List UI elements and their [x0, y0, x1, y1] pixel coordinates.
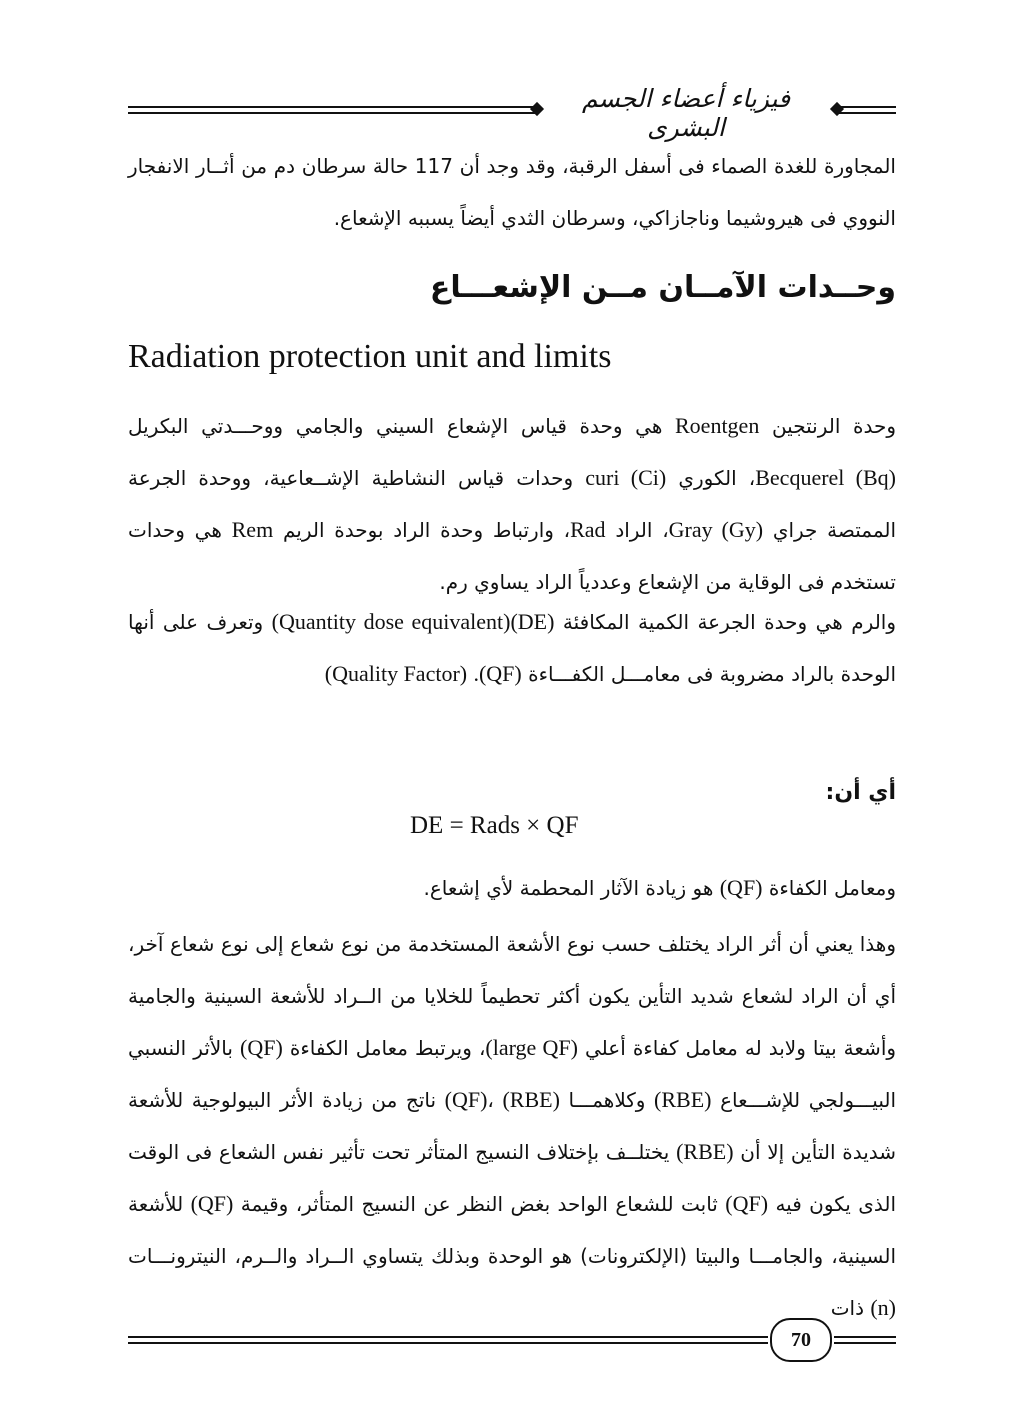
- term-large-qf: (large QF): [485, 1035, 578, 1060]
- text-run: هي وحدة قياس الإشعاع السيني والجامي ووحـــدتي البكريل: [128, 414, 663, 438]
- text-run: هو زيادة الآثار المحطمة لأي إشعاع.: [423, 876, 714, 900]
- text-run: والرم هي وحدة الجرعة الكمية المكافئة: [562, 610, 897, 634]
- paragraph-rbe: [128, 918, 896, 1334]
- text-run: ومعامل الكفاءة: [768, 876, 896, 900]
- term-curie: curi (Ci): [585, 465, 667, 490]
- text-run: ، وارتباط وحدة الراد بوحدة الريم: [282, 518, 571, 542]
- equation-intro-label: أي أن:: [825, 780, 896, 805]
- term-rbe: (RBE): [676, 1139, 734, 1164]
- text-run: يختلــف بإختلاف النسيج المتأثر تحت تأثير نفس الشعاع فى الوقت الذى يكون فيه: [128, 1140, 897, 1216]
- text-run: ثابت للشعاع الواحد بغض النظر عن النسيج المتأثر، وقيمة: [240, 1192, 718, 1216]
- text-run: وهذا يعني أن أثر الراد يختلف حسب نوع الأشعة المستخدمة من نوع شعاع إلى نوع شعاع آخر، أي أن الراد لشعاع شديد التأين يكون أكثر تحطيماً للخلايا من الــراد للأشعة السينية والجامية وأشعة بيتا ولابد له معامل كفاءة أعلي: [128, 932, 897, 1060]
- header-title: فيزياء أعضاء الجسم البشرى: [581, 84, 791, 142]
- header-rule-left: [128, 106, 536, 108]
- text-run: ، الراد: [615, 518, 669, 542]
- footer-rule-left-double: [128, 1342, 768, 1344]
- term-becquerel: Becquerel (Bq): [755, 465, 896, 490]
- term-qf: (QF): [190, 1191, 234, 1216]
- text-run: للأشعة السينية، والجامـــا والبيتا (الإلكترونات) هو الوحدة وبذلك يتساوي الــراد والــرم، النيترونـــات: [128, 1192, 896, 1268]
- term-roentgen: Roentgen: [675, 413, 760, 438]
- footer-rule-right: [834, 1336, 896, 1338]
- text-run: ، الكوري: [678, 466, 756, 490]
- text-run: ،: [487, 1088, 494, 1112]
- term-qf: (QF): [725, 1191, 769, 1216]
- term-quality-factor: (Quality Factor): [324, 661, 468, 686]
- section-title-arabic: وحــدات الآمــان مــن الإشعـــاع: [429, 270, 896, 305]
- term-qf: .(QF): [473, 661, 522, 686]
- text-run: بالأثر النسبي البيـــولجي للإشـــعاع: [128, 1036, 897, 1112]
- footer-rule-left: [128, 1336, 768, 1338]
- text-run: وحدات قياس النشاطية الإشــعاعية، ووحدة الجرعة الممتصة جراي: [128, 466, 897, 542]
- term-qf: (QF): [719, 875, 763, 900]
- text-run: هي وحدات تستخدم فى الوقاية من الإشعاع وعددياً الراد يساوي رم.: [128, 518, 896, 594]
- term-rbe: (RBE): [654, 1087, 712, 1112]
- equation: DE = Rads × QF: [410, 812, 579, 839]
- paragraph-qf-definition: [128, 862, 896, 914]
- page-number: 70: [770, 1318, 832, 1362]
- text-run: وتعرف على أنها الوحدة بالراد مضروبة فى معامـــل الكفـــاءة: [128, 610, 896, 686]
- text-run: وكلاهمـــا: [568, 1088, 646, 1112]
- term-qf: (QF): [444, 1087, 488, 1112]
- running-header: [128, 78, 896, 142]
- term-rad: Rad: [570, 517, 606, 542]
- text-run: وحدة الرنتجين: [771, 414, 897, 438]
- header-rule-right: [838, 106, 896, 108]
- paragraph-dose-equivalent: [128, 596, 896, 700]
- term-quantity-dose-equivalent: (Quantity dose equivalent)(DE): [271, 609, 555, 634]
- footer-rule-right-double: [834, 1342, 896, 1344]
- paragraph-units: [128, 400, 896, 608]
- text-run: ناتج من زيادة الأثر البيولوجية للأشعة شديدة التأين إلا أن: [128, 1088, 897, 1164]
- intro-paragraph: المجاورة للغدة الصماء فى أسفل الرقبة، وقد وجد أن 117 حالة سرطان دم من أثــار الانفجار النووي فى هيروشيما وناجازاكي، وسرطان الثدي أيضاً يسببه الإشعاع.: [128, 154, 896, 230]
- term-gray: Gray (Gy): [668, 517, 764, 542]
- header-rule-right-double: [838, 112, 896, 114]
- page-footer: [128, 1318, 896, 1368]
- term-rem: Rem: [231, 517, 274, 542]
- text-run: ، ويرتبط معامل الكفاءة: [289, 1036, 486, 1060]
- text-run: ذات: [830, 1296, 864, 1320]
- term-rbe: (RBE): [502, 1087, 560, 1112]
- term-neutrons: (n): [870, 1295, 896, 1320]
- header-rule-left-double: [128, 112, 536, 114]
- term-qf: (QF): [240, 1035, 283, 1060]
- section-title-english: Radiation protection unit and limits: [128, 338, 612, 375]
